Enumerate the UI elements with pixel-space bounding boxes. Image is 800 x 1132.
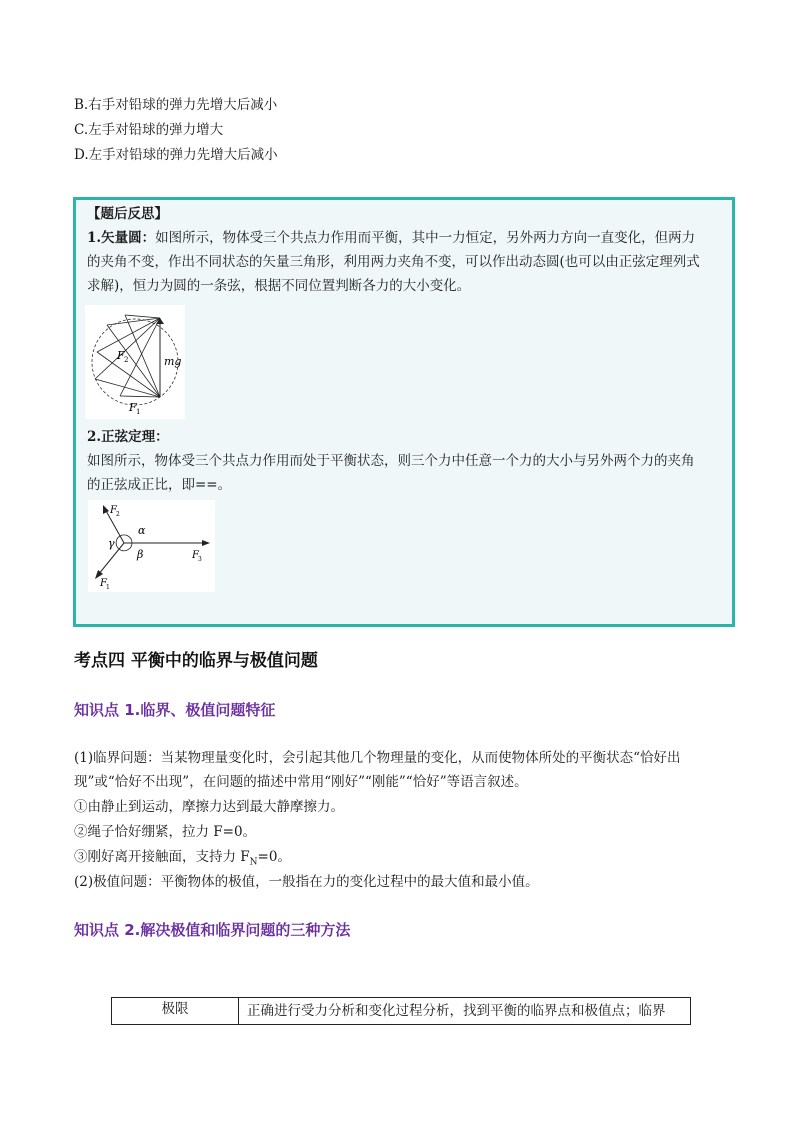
option-b: B.右手对铅球的弹力先增大后减小 xyxy=(74,97,278,113)
p1-line2: 现”或“恰好不出现”，在问题的描述中常用“刚好”“刚能”“恰好”等语言叙述。 xyxy=(74,774,528,790)
fig1-label-f2: F xyxy=(117,349,125,362)
fig2-label-f1: F xyxy=(100,578,107,589)
item2-text1: 如图所示，物体受三个共点力作用而处于平衡状态，则三个力中任意一个力的大小与另外两个力的夹角 xyxy=(87,453,695,469)
table-cell-method: 极限 xyxy=(112,998,239,1024)
dynamic-circle-figure xyxy=(85,305,185,419)
item2-title: 2.正弦定理： xyxy=(87,429,169,445)
sine-rule-figure xyxy=(88,500,215,592)
item-c-sub: N xyxy=(249,857,258,868)
arrow-head xyxy=(103,505,109,514)
methods-table xyxy=(111,997,691,1025)
item1-text3: 求解)，恒力为圆的一条弦，根据不同位置判断各力的大小变化。 xyxy=(87,278,471,294)
force-line xyxy=(120,396,160,397)
item1-title: 1.矢量圆： xyxy=(87,230,156,246)
fig2-label-beta: β xyxy=(137,548,144,561)
fig1-label-mg: mg xyxy=(164,355,182,368)
table-cell-description: 正确进行受力分析和变化过程分析，找到平衡的临界点和极值点；临界 xyxy=(247,1003,666,1019)
fig1-label-f1: F xyxy=(129,401,137,414)
fig2-label-f1-sub: 1 xyxy=(106,584,110,591)
item-c-end: =0。 xyxy=(257,849,291,865)
option-c: C.左手对铅球的弹力增大 xyxy=(74,122,224,138)
p1-line1: (1)临界问题：当某物理量变化时，会引起其他几个物理量的变化，从而使物体所处的平衡状态“恰好出 xyxy=(74,750,681,766)
item-c xyxy=(74,847,291,873)
sine-rule-diagram xyxy=(88,500,215,592)
p2: (2)极值问题：平衡物体的极值，一般指在力的变化过程中的最大值和最小值。 xyxy=(74,874,539,890)
item-b: ②绳子恰好绷紧，拉力 F=0。 xyxy=(74,824,257,840)
knowledge-point-1-title: 知识点 1.临界、极值问题特征 xyxy=(74,701,276,719)
section-title: 考点四 平衡中的临界与极值问题 xyxy=(74,651,318,671)
force-line xyxy=(125,315,160,318)
angle-arc xyxy=(116,536,120,549)
item2-text2: 的正弦成正比，即==。 xyxy=(87,477,232,493)
reflection-box xyxy=(73,197,735,627)
option-d: D.左手对铅球的弹力先增大后减小 xyxy=(74,147,278,163)
fig1-label-f2-sub: 2 xyxy=(124,356,129,364)
item1-text1: 如图所示，物体受三个共点力作用而平衡，其中一力恒定，另外两力方向一直变化，但两力 xyxy=(155,230,696,246)
reflection-title: 【题后反思】 xyxy=(87,206,168,222)
item1-line1 xyxy=(87,228,695,248)
fig2-label-alpha: α xyxy=(138,524,146,537)
fig2-label-f2: F xyxy=(110,505,117,516)
fig2-label-f3-sub: 3 xyxy=(198,556,202,563)
knowledge-point-2-title: 知识点 2.解决极值和临界问题的三种方法 xyxy=(74,921,351,939)
fig2-label-f3: F xyxy=(192,550,199,561)
force-line xyxy=(95,318,160,379)
dynamic-circle-diagram xyxy=(85,305,185,419)
item1-text2: 的夹角不变，作出不同状态的矢量三角形，利用两力夹角不变，可以作出动态圆(也可以由正弦定理列式 xyxy=(87,254,700,270)
item-c-text: ③刚好离开接触面，支持力 F xyxy=(74,849,250,865)
item-a: ①由静止到运动，摩擦力达到最大静摩擦力。 xyxy=(74,799,344,815)
fig2-label-gamma: γ xyxy=(108,537,115,550)
fig1-label-f1-sub: 1 xyxy=(136,408,141,416)
fig2-label-f2-sub: 2 xyxy=(116,511,120,518)
arrow-head xyxy=(202,540,210,546)
